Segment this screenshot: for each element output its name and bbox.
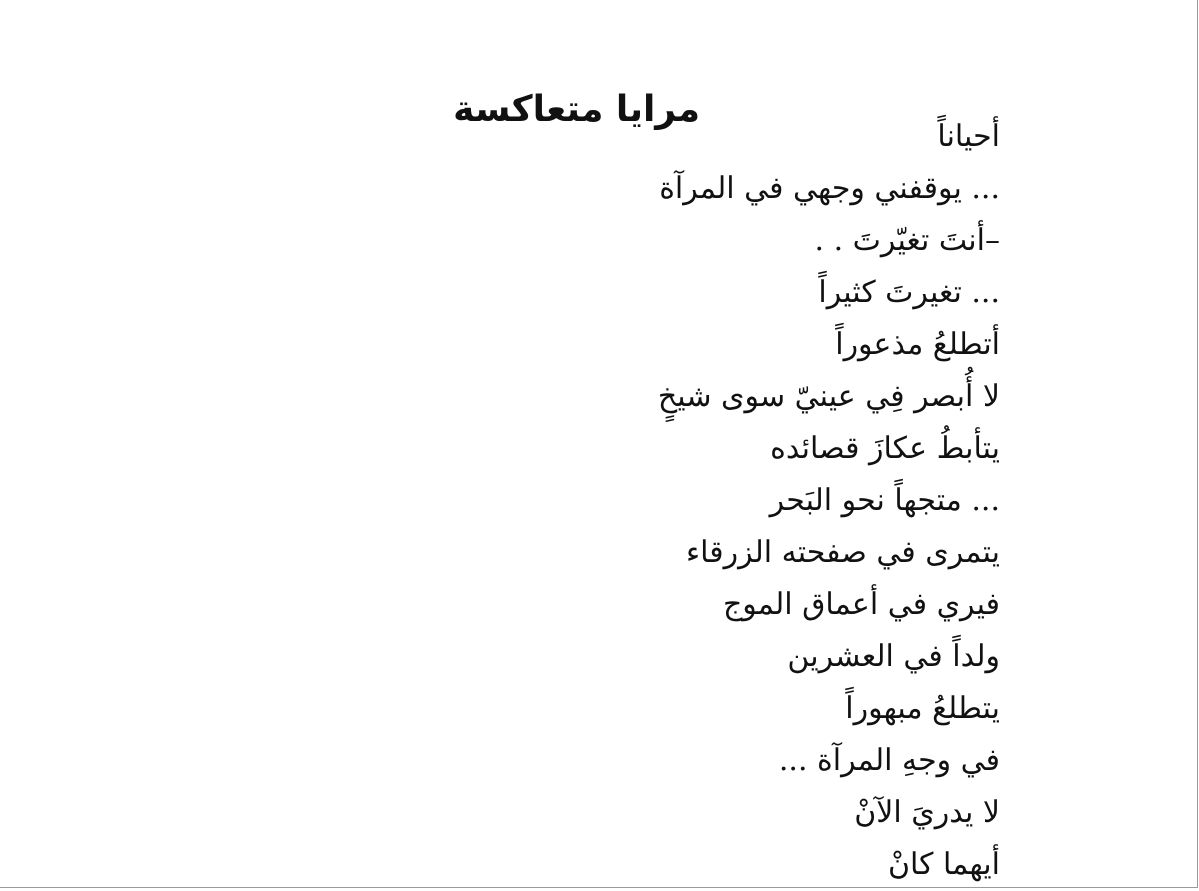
poem-line: يتأبطُ عكازَ قصائده: [770, 431, 1000, 466]
poem-line: ... يوقفني وجهي في المرآة: [659, 171, 1000, 206]
poem-line: أتطلعُ مذعوراً: [835, 327, 1000, 362]
poem-line: فيري في أعماق الموج: [722, 587, 1000, 622]
poem-line: ... تغيرتَ كثيراً: [818, 275, 1000, 310]
poem-line: أيهما كانْ: [888, 847, 1000, 882]
poem-line: في وجهِ المرآة ...: [778, 743, 1000, 778]
poem-line: أحياناً: [937, 119, 1000, 154]
poem-line: يتمرى في صفحته الزرقاء: [686, 535, 1000, 570]
poem-body: [480, 111, 1000, 891]
poem-line: –أنتَ تغيّرتَ . .: [814, 223, 1000, 258]
poem-line: يتطلعُ مبهوراً: [845, 691, 1000, 726]
poem-line: لا أُبصر فِي عينيّ سوى شيخٍ: [657, 379, 1000, 414]
poem-title: مرايا متعاكسة: [453, 89, 700, 131]
poem-line: ... متجهاً نحو البَحر: [769, 483, 1000, 518]
poem-line: ولداً في العشرين: [787, 639, 1000, 674]
poem-line: لا يدريَ الآنْ: [854, 795, 1000, 830]
